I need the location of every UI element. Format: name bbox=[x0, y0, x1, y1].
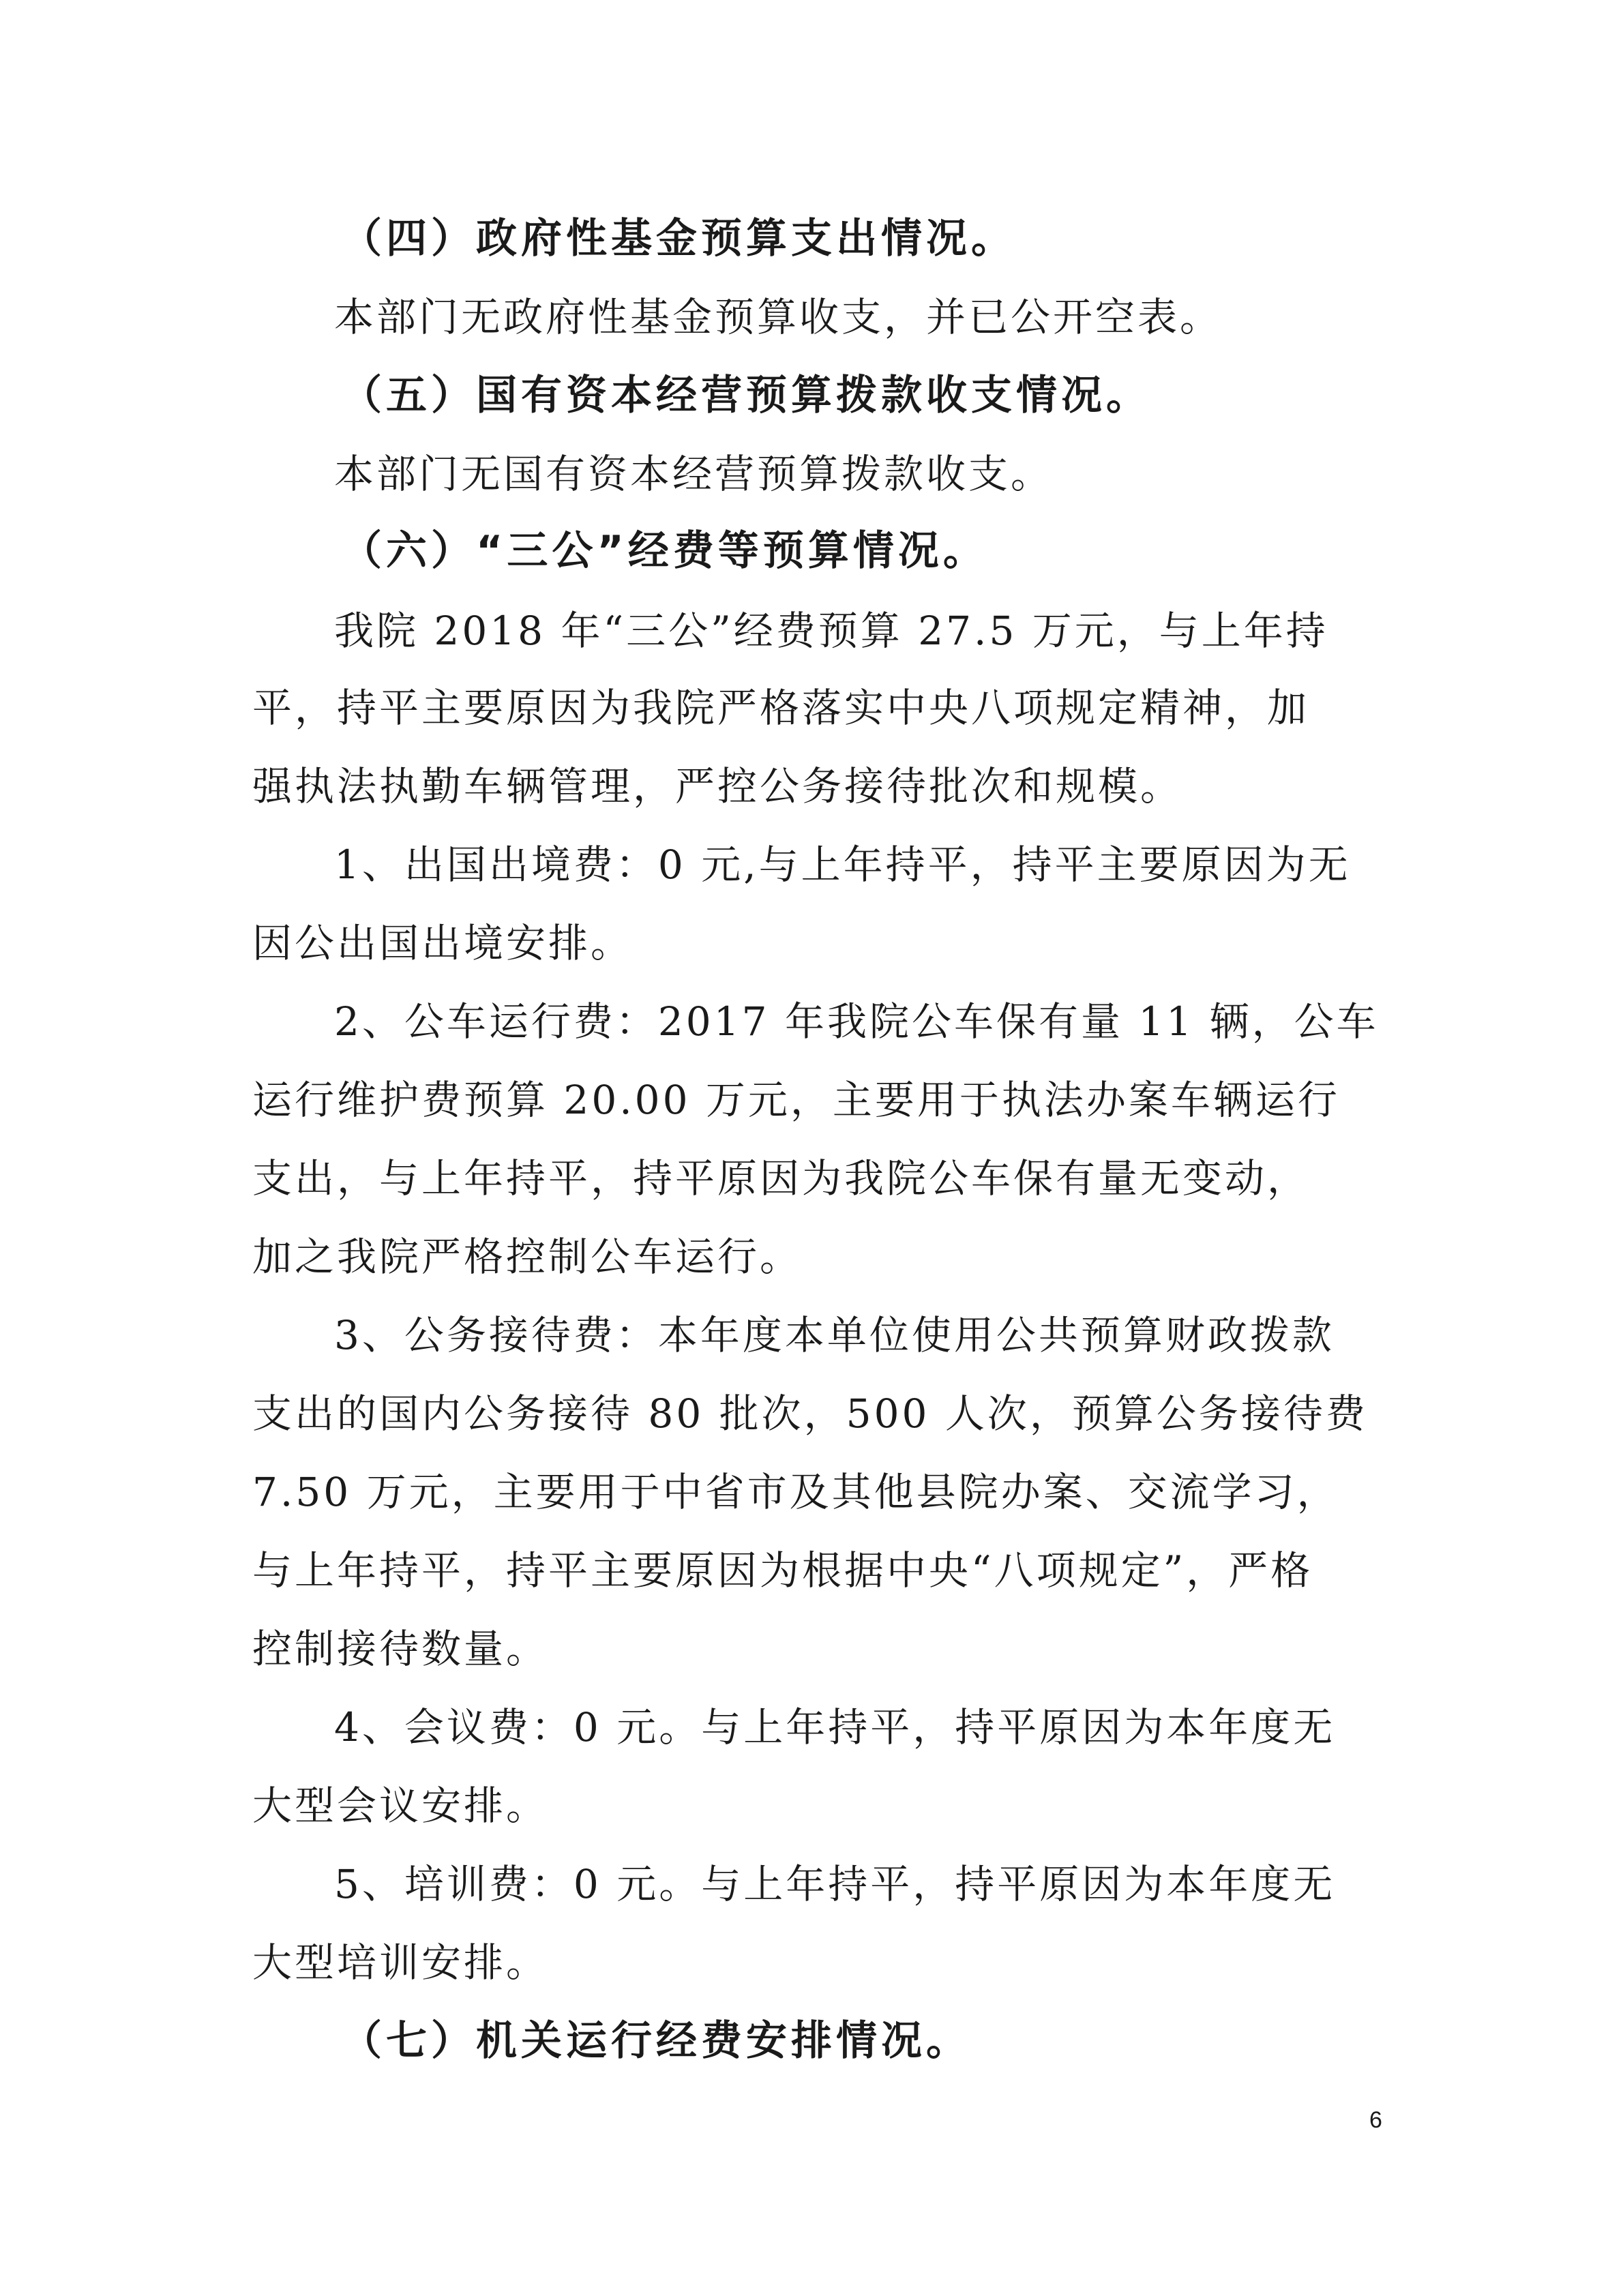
page-number: 6 bbox=[1369, 2107, 1382, 2133]
paragraph-line: 强执法执勤车辆管理，严控公务接待批次和规模。 bbox=[252, 763, 1183, 809]
paragraph-line: 5、培训费：0 元。与上年持平，持平原因为本年度无 bbox=[334, 1861, 1336, 1907]
paragraph-line: 运行维护费预算 20.00 万元，主要用于执法办案车辆运行 bbox=[252, 1077, 1340, 1123]
paragraph-line: 因公出国出境安排。 bbox=[252, 920, 634, 966]
paragraph-line: 支出，与上年持平，持平原因为我院公车保有量无变动， bbox=[252, 1155, 1310, 1202]
paragraph-line: 平，持平主要原因为我院严格落实中央八项规定精神，加 bbox=[252, 685, 1310, 731]
paragraph-line: 大型培训安排。 bbox=[252, 1939, 549, 1986]
paragraph-line: 与上年持平，持平主要原因为根据中央“八项规定”，严格 bbox=[252, 1547, 1313, 1594]
paragraph-line: 2、公车运行费：2017 年我院公车保有量 11 辆，公车 bbox=[334, 998, 1379, 1045]
section-heading: （五）国有资本经营预算拨款收支情况。 bbox=[341, 372, 1151, 419]
paragraph-line: 大型会议安排。 bbox=[252, 1783, 549, 1829]
paragraph-line: 我院 2018 年“三公”经费预算 27.5 万元，与上年持 bbox=[334, 608, 1328, 654]
paragraph-line: 本部门无政府性基金预算收支，并已公开空表。 bbox=[334, 294, 1223, 340]
paragraph-line: 3、公务接待费：本年度本单位使用公共预算财政拨款 bbox=[334, 1312, 1335, 1358]
paragraph-line: 支出的国内公务接待 80 批次，500 人次，预算公务接待费 bbox=[252, 1390, 1368, 1437]
paragraph-line: 4、会议费：0 元。与上年持平，持平原因为本年度无 bbox=[334, 1704, 1336, 1750]
section-heading: （七）机关运行经费安排情况。 bbox=[341, 2017, 971, 2065]
paragraph-line: 1、出国出境费：0 元,与上年持平，持平主要原因为无 bbox=[334, 841, 1351, 888]
paragraph-line: 本部门无国有资本经营预算拨款收支。 bbox=[334, 451, 1054, 497]
paragraph-line: 加之我院严格控制公车运行。 bbox=[252, 1234, 803, 1280]
paragraph-line: 7.50 万元，主要用于中省市及其他县院办案、交流学习， bbox=[252, 1469, 1339, 1515]
section-heading: （四）政府性基金预算支出情况。 bbox=[341, 215, 1016, 263]
section-heading: （六）“三公”经费等预算情况。 bbox=[341, 527, 988, 575]
paragraph-line: 控制接待数量。 bbox=[252, 1626, 549, 1672]
